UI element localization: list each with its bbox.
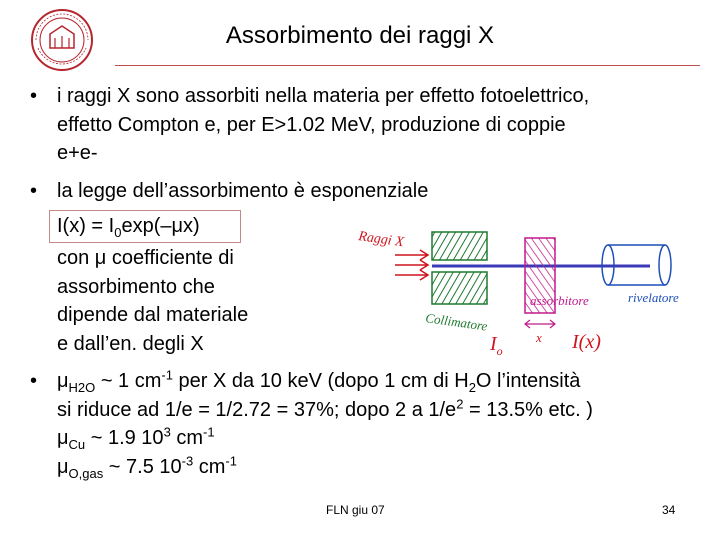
formula-desc-line-2: assorbimento che: [57, 276, 215, 298]
formula-desc-line-3: dipende dal materiale: [57, 304, 249, 326]
bullet-2-line-1: la legge dell’assorbimento è esponenziale: [57, 180, 429, 202]
ix-label: I(x): [572, 331, 601, 353]
thickness-x-label: x: [536, 330, 542, 345]
mu-copper-line: $\mu_{Cu}$ ~ 1.9 $10^3$ $cm^{-1}$: [57, 424, 215, 452]
bullet-1-line-3: e+e-: [57, 142, 98, 164]
thickness-arrow: [525, 320, 555, 328]
intensity-reduction-line: si riduce ad 1/e = 1/2.72 = 37%; dopo 2 a $1/e^2 = 13.5\%$ etc. ): [57, 396, 593, 421]
collimator-lower-block: [432, 272, 487, 304]
rays-label: Raggi X: [357, 229, 405, 251]
bullet-1-line-2: effetto Compton e, per E>1.02 MeV, produzione di coppie: [57, 114, 566, 136]
footer-course-date: FLN giu 07: [326, 503, 385, 517]
bullet-marker: •: [30, 85, 38, 107]
formula-desc-line-4: e dall’en. degli X: [57, 333, 204, 355]
collimator-upper-block: [432, 232, 487, 260]
bullet-1-line-1: i raggi X sono assorbiti nella materia per effetto fotoelettrico,: [57, 85, 590, 107]
mu-water-line: $\mu_{H2O}$ ~ 1 $cm^{-1}$ per X da 10 keV (dopo 1 cm di $H_2O$ l’intensità: [57, 367, 581, 395]
title-divider: [115, 65, 700, 66]
detector-label: rivelatore: [628, 290, 679, 305]
collimator-label: Collimatore: [424, 310, 489, 334]
bullet-marker: •: [30, 370, 38, 392]
i0-label: $I_o$: [490, 333, 503, 358]
absorption-formula: $I(x) = I_0\exp(-\mu x)$: [57, 215, 200, 240]
incoming-rays: [395, 250, 428, 280]
mu-oxygen-gas-line: $\mu_{O,gas}$ ~ 7.5 $10^{-3}$ $cm^{-1}$: [57, 453, 237, 481]
absorber-label: assorbitore: [530, 293, 589, 308]
absorption-setup-diagram: [350, 210, 700, 370]
bullet-marker: •: [30, 180, 38, 202]
page-number: 34: [662, 503, 676, 517]
slide-title: Assorbimento dei raggi X: [225, 22, 495, 49]
formula-desc-line-1: con μ coefficiente di: [57, 247, 234, 269]
